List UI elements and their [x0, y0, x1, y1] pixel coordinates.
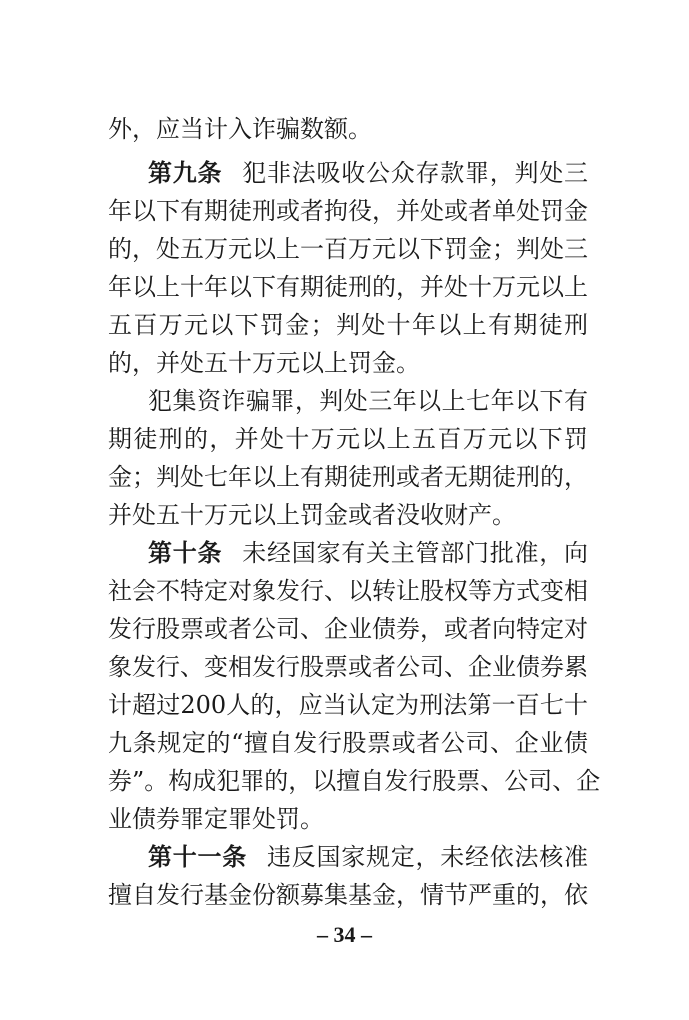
article-nine-heading: 第九条: [148, 158, 223, 187]
text-line: 犯集资诈骗罪，判处三年以上七年以下有: [148, 387, 588, 415]
article-eleven-line: [148, 842, 588, 872]
text-line: 的，处五万元以上一百万元以下罚金；判处三: [108, 235, 588, 263]
text-line: 象发行、变相发行股票或者公司、企业债券累: [108, 653, 588, 681]
article-nine-line: [148, 158, 588, 188]
text-line: 社会不特定对象发行、以转让股权等方式变相: [108, 577, 588, 605]
page-number: – 34 –: [317, 922, 372, 947]
text-line: 业债券罪定罪处罚。: [108, 805, 324, 833]
text-segment: 犯非法吸收公众存款罪，判处三: [242, 159, 588, 187]
text-line: 期徒刑的，并处十万元以上五百万元以下罚: [108, 425, 588, 453]
text-line: 外，应当计入诈骗数额。: [108, 115, 372, 143]
text-line: 五百万元以下罚金；判处十年以上有期徒刑: [108, 311, 588, 339]
text-segment: 未经国家有关主管部门批准，向: [242, 539, 588, 567]
text-line: 券”。构成犯罪的，以擅自发行股票、公司、企: [108, 767, 601, 795]
text-line: 年以下有期徒刑或者拘役，并处或者单处罚金: [108, 197, 588, 225]
article-ten-heading: 第十条: [148, 538, 223, 567]
text-line: 发行股票或者公司、企业债券，或者向特定对: [108, 615, 588, 643]
article-ten-line: [148, 538, 588, 568]
text-line: 年以上十年以下有期徒刑的，并处十万元以上: [108, 273, 588, 301]
text-line: 擅自发行基金份额募集基金，情节严重的，依: [108, 881, 588, 909]
text-segment: 违反国家规定，未经依法核准: [267, 843, 588, 871]
text-line: 的，并处五十万元以上罚金。: [108, 349, 420, 377]
text-line: 金；判处七年以上有期徒刑或者无期徒刑的，: [108, 463, 588, 491]
text-line: 九条规定的“擅自发行股票或者公司、企业债: [108, 729, 588, 757]
text-line: 并处五十万元以上罚金或者没收财产。: [108, 501, 516, 529]
text-line: 计超过200人的，应当认定为刑法第一百七十: [108, 691, 588, 719]
article-eleven-heading: 第十一条: [148, 842, 247, 871]
